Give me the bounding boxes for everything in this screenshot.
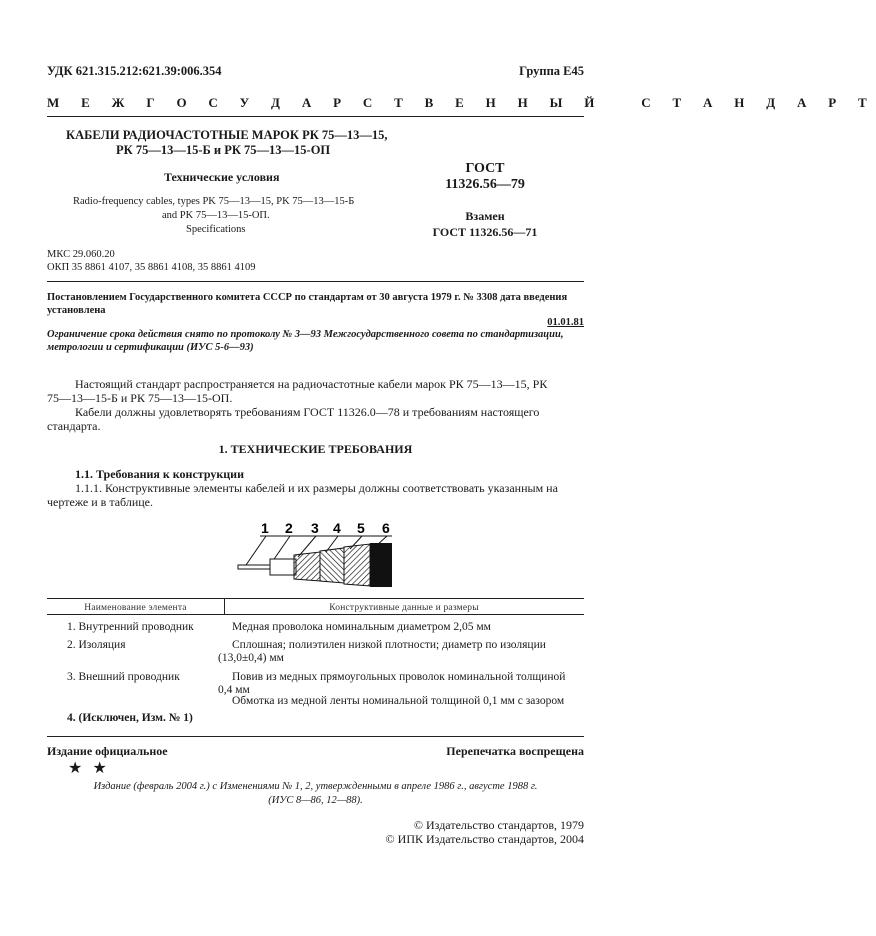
table-row-2-data-line2: (13,0±0,4) мм bbox=[218, 652, 284, 664]
title-line1: КАБЕЛИ РАДИОЧАСТОТНЫЕ МАРОК РК 75—13—15, bbox=[66, 128, 388, 142]
mks-code: МКС 29.060.20 bbox=[47, 249, 115, 260]
section-p1-line1: 1.1.1. Конструктивные элементы кабелей и их размеры должны соответствовать указанным на bbox=[75, 481, 558, 495]
resolution-line2: установлена bbox=[47, 305, 106, 316]
copyright-2004: © ИПК Издательство стандартов, 2004 bbox=[385, 832, 584, 846]
copyright-1979: © Издательство стандартов, 1979 bbox=[413, 818, 584, 832]
table-header-name: Наименование элемента bbox=[84, 603, 187, 613]
subsection-heading: 1.1. Требования к конструкции bbox=[75, 467, 245, 481]
reprint-notice: Перепечатка воспрещена bbox=[446, 744, 584, 758]
resolution-line1: Постановлением Государственного комитета СССР по стандартам от 30 августа 1979 г. № 3308 дата введения bbox=[47, 292, 568, 303]
table-row-3-data-line2: 0,4 мм bbox=[218, 684, 250, 696]
codes-rule bbox=[47, 281, 584, 282]
table-top-rule bbox=[47, 598, 584, 599]
table-header-rule bbox=[47, 614, 584, 615]
drawing-label-2: 2 bbox=[285, 520, 293, 536]
table-row-1-data: Медная проволока номинальным диаметром 2,05 мм bbox=[232, 621, 491, 633]
title-subtitle: Технические условия bbox=[164, 170, 280, 184]
title-line2: РК 75—13—15-Б и РК 75—13—15-ОП bbox=[116, 143, 331, 157]
cable-drawing bbox=[236, 519, 398, 589]
table-row-2-name: 2. Изоляция bbox=[67, 639, 126, 651]
edition-line2: (ИУС 8—86, 12—88). bbox=[268, 795, 363, 806]
table-row-1-name: 1. Внутренний проводник bbox=[67, 621, 194, 633]
limitation-line2: метрологии и сертификации (ИУС 5-6—93) bbox=[47, 342, 254, 353]
drawing-label-4: 4 bbox=[333, 520, 341, 536]
replaces-label: Взамен bbox=[465, 209, 505, 223]
introduction-date: 01.01.81 bbox=[547, 317, 584, 328]
intro-p1-line1: Настоящий стандарт распространяется на радиочастотные кабели марок РК 75—13—15, РК bbox=[75, 377, 548, 391]
title-en-line1: Radio-frequency cables, types PK 75—13—15, PK 75—13—15-Б bbox=[73, 196, 355, 207]
official-edition: Издание официальное bbox=[47, 744, 168, 758]
table-row-3-data-line3: Обмотка из медной ленты номинальной толщиной 0,1 мм с зазором bbox=[232, 695, 565, 707]
table-row-2-data-line1: Сплошная; полиэтилен низкой плотности; диаметр по изоляции bbox=[232, 639, 546, 651]
drawing-label-5: 5 bbox=[357, 520, 365, 536]
section-heading: 1. ТЕХНИЧЕСКИЕ ТРЕБОВАНИЯ bbox=[218, 442, 413, 456]
intro-p2-line2: стандарта. bbox=[47, 419, 101, 433]
table-row-3-data-line1: Повив из медных прямоугольных проволок номинальной толщиной bbox=[232, 671, 566, 683]
table-header-data: Конструктивные данные и размеры bbox=[329, 603, 479, 613]
udk-code: УДК 621.315.212:621.39:006.354 bbox=[47, 64, 222, 78]
stars-mark: ★ ★ bbox=[68, 758, 107, 777]
intro-p1-line2: 75—13—15-Б и РК 75—13—15-ОП. bbox=[47, 391, 233, 405]
drawing-label-1: 1 bbox=[261, 520, 269, 536]
title-en-line2: and PK 75—13—15-ОП. bbox=[162, 210, 270, 221]
drawing-label-6: 6 bbox=[382, 520, 390, 536]
header-rule bbox=[47, 116, 584, 117]
table-row-4-name: 4. (Исключен, Изм. № 1) bbox=[67, 712, 193, 724]
gost-label: ГОСТ bbox=[465, 161, 505, 176]
okp-code: ОКП 35 8861 4107, 35 8861 4108, 35 8861 4109 bbox=[47, 262, 256, 273]
group-code: Группа Е45 bbox=[519, 64, 584, 78]
gost-number: 11326.56—79 bbox=[445, 177, 525, 192]
table-row-3-name: 3. Внешний проводник bbox=[67, 671, 180, 683]
drawing-label-3: 3 bbox=[311, 520, 319, 536]
replaces-gost: ГОСТ 11326.56—71 bbox=[432, 225, 538, 239]
section-p1-line2: чертеже и в таблице. bbox=[47, 495, 154, 509]
table-bottom-rule bbox=[47, 736, 584, 737]
standard-banner: М Е Ж Г О С У Д А Р С Т В Е Н Н Ы Й С Т А Н Д А Р Т bbox=[47, 95, 876, 110]
limitation-line1: Ограничение срока действия снято по протоколу № 3—93 Межгосударственного совета по стандартизации, bbox=[47, 329, 564, 340]
edition-line1: Издание (февраль 2004 г.) с Изменениями № 1, 2, утвержденными в апреле 1986 г., августе 1988 г. bbox=[93, 781, 538, 792]
intro-p2-line1: Кабели должны удовлетворять требованиям ГОСТ 11326.0—78 и требованиям настоящего bbox=[75, 405, 540, 419]
title-en-line3: Specifications bbox=[186, 224, 246, 235]
